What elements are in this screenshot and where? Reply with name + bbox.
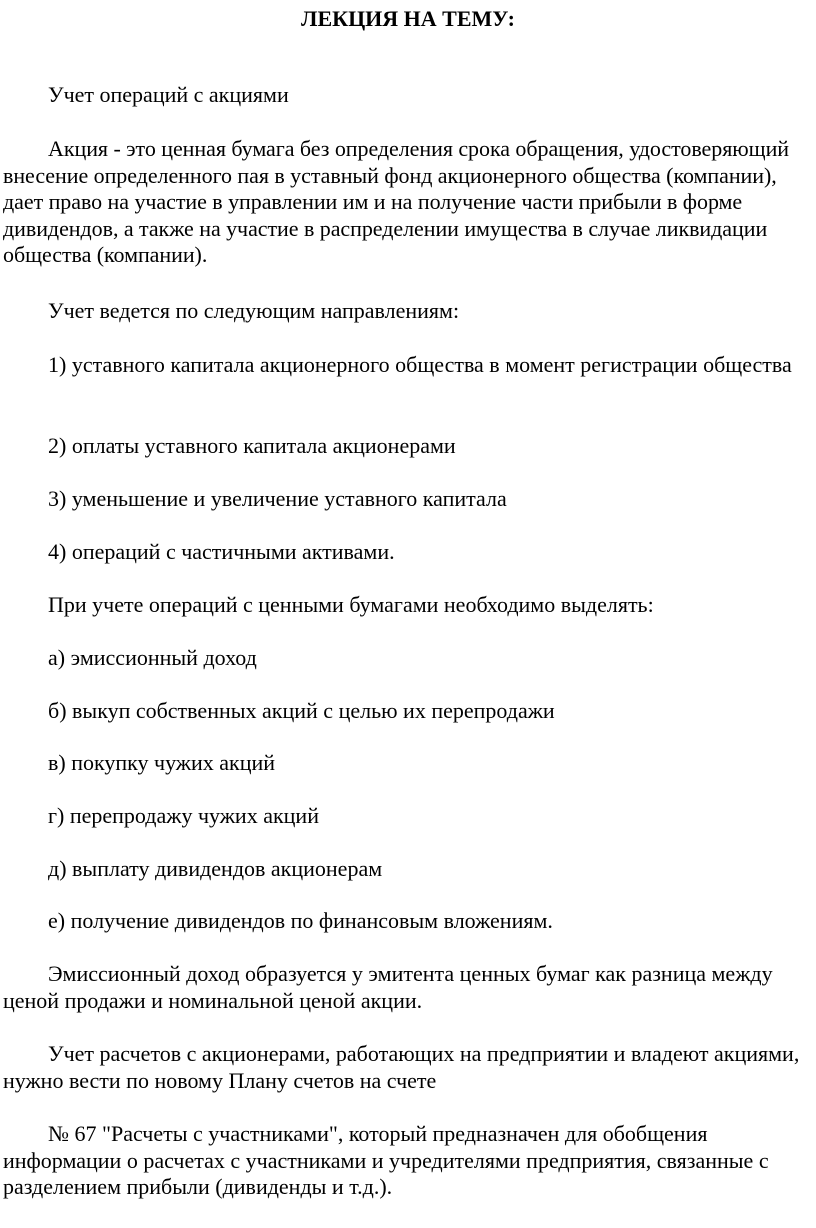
paragraph-account-67: № 67 "Расчеты с участниками", который предназначен для обобщения информации о расчетах с участниками и учредителями предприятия, связанные с разделением прибыли (дивиденды и т.д.). bbox=[3, 1121, 769, 1199]
page-title: ЛЕКЦИЯ НА ТЕМУ: bbox=[301, 6, 515, 31]
list-item-3: 3) уменьшение и увеличение уставного капитала bbox=[48, 486, 507, 511]
list-item-4: 4) операций с частичными активами. bbox=[48, 539, 395, 564]
list-item-2: 2) оплаты уставного капитала акционерами bbox=[48, 433, 456, 458]
paragraph-accounting: Учет расчетов с акционерами, работающих на предприятии и владеют акциями, нужно вести по новому Плану счетов на счете bbox=[3, 1041, 800, 1093]
paragraph-emission: Эмиссионный доход образуется у эмитента ценных бумаг как разница между ценой продажи и номинальной ценой акции. bbox=[3, 961, 773, 1013]
list-item-c: в) покупку чужих акций bbox=[48, 750, 276, 775]
list-item-b: б) выкуп собственных акций с целью их перепродажи bbox=[48, 698, 555, 723]
paragraph-directions: Учет ведется по следующим направлениям: bbox=[48, 298, 460, 323]
list-item-d: г) перепродажу чужих акций bbox=[48, 803, 319, 828]
list-item-a: а) эмиссионный доход bbox=[48, 645, 257, 670]
list-item-e: д) выплату дивидендов акционерам bbox=[48, 856, 383, 881]
paragraph-definition: Акция - это ценная бумага без определения срока обращения, удостоверяющий внесение определенного пая в уставный фонд акционерного общества (компании), дает право на участие в управлении им и на получение части прибыли в форме дивидендов, а также на участие в распределении имущества в случае ликвидации общества (компании). bbox=[3, 136, 790, 267]
list-item-1: 1) уставного капитала акционерного общества в момент регистрации общества bbox=[48, 352, 792, 377]
section-heading: Учет операций с акциями bbox=[48, 82, 289, 107]
paragraph-securities: При учете операций с ценными бумагами необходимо выделять: bbox=[48, 592, 654, 617]
list-item-f: е) получение дивидендов по финансовым вложениям. bbox=[48, 908, 553, 933]
